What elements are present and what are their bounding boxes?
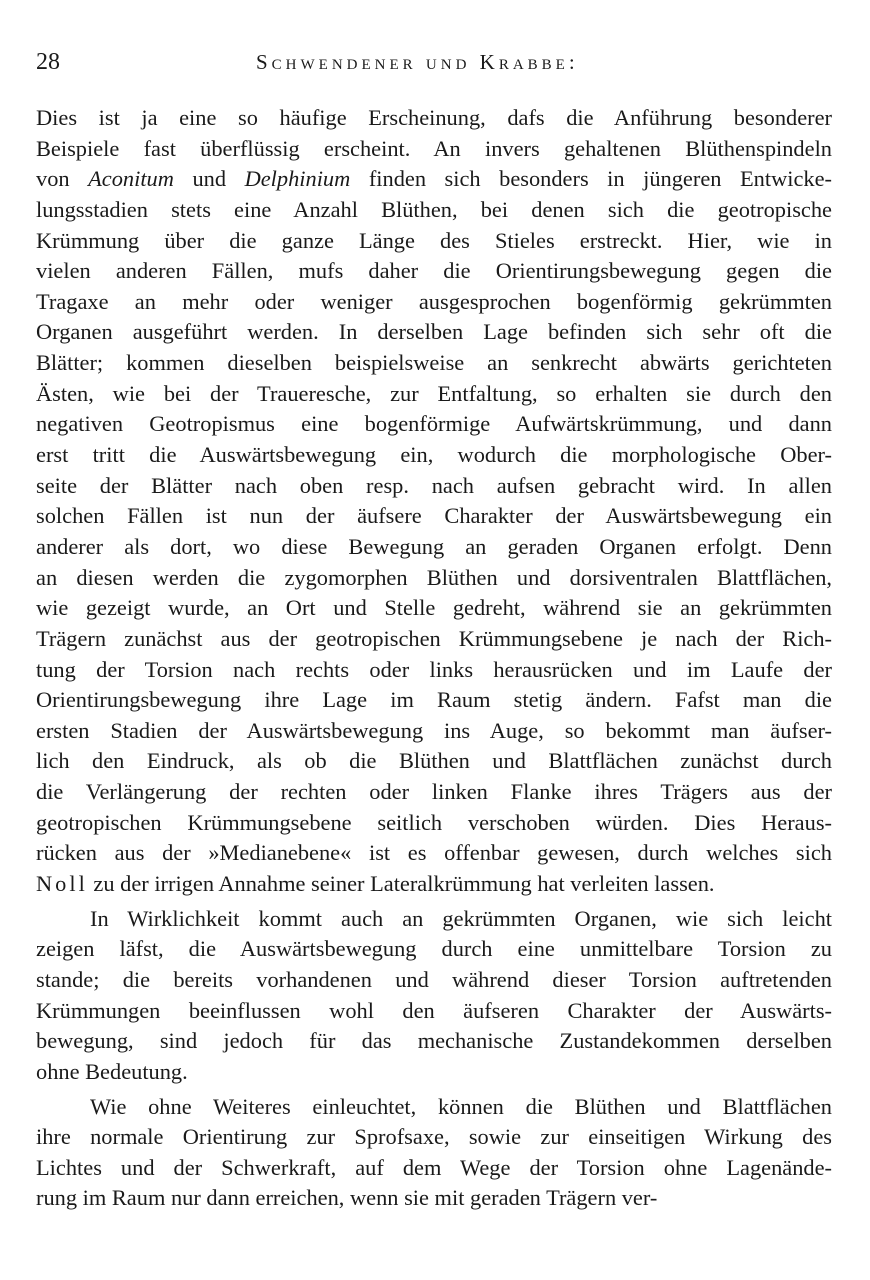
text-run: ersten Stadien der Auswärtsbewegung ins Auge, so bekommt man äufser- — [36, 717, 832, 743]
text-run: Dies ist ja eine so häufige Erscheinung, dafs die Anführung besonderer — [36, 105, 832, 130]
text-run: erst tritt die Auswärtsbewegung ein, wodurch die morphologische Ober- — [36, 442, 832, 468]
text-line — [36, 1026, 832, 1057]
text-run: Krümmung über die ganze Länge des Stieles erstreckt. Hier, wie in — [36, 227, 832, 253]
text-run: lungsstadien stets eine Anzahl Blüthen, bei denen sich die geotropische — [36, 196, 832, 222]
italic-text: Delphinium — [244, 166, 351, 192]
text-line — [36, 440, 832, 471]
text-line — [36, 838, 832, 869]
text-line — [36, 655, 832, 686]
text-run: seite der Blätter nach oben resp. nach aufsen gebracht wird. In allen — [36, 472, 832, 498]
page-number: 28 — [36, 49, 60, 75]
text-line — [36, 1092, 832, 1123]
text-run: lich den Eindruck, als ob die Blüthen und Blattflächen zunächst durch — [36, 748, 832, 774]
text-line — [36, 624, 832, 655]
text-line — [36, 226, 832, 257]
text-run: zeigen läfst, die Auswärtsbewegung durch eine unmittelbare Torsion zu — [36, 936, 832, 962]
paragraph — [36, 1092, 832, 1215]
text-run: stande; die bereits vorhandenen und während dieser Torsion auftretenden — [36, 966, 832, 992]
text-run: an diesen werden die zygomorphen Blüthen und dorsiventralen Blattflächen, — [36, 564, 832, 590]
text-line — [36, 195, 832, 226]
body-text — [36, 103, 832, 1214]
text-run: Wie ohne Weiteres einleuchtet, können die Blüthen und Blattflächen — [90, 1093, 832, 1119]
text-line — [36, 869, 832, 900]
text-run: Tragaxe an mehr oder weniger ausgesprochen bogenförmig gekrümmten — [36, 288, 832, 314]
text-line — [36, 1153, 832, 1184]
text-run: finden sich besonders in jüngeren Entwicke- — [350, 166, 832, 192]
text-run: Trägern zunächst aus der geotropischen Krümmungsebene je nach der Rich- — [36, 625, 832, 651]
text-line — [36, 593, 832, 624]
text-line — [36, 348, 832, 379]
text-line — [36, 996, 832, 1027]
text-run: zu der irrigen Annahme seiner Lateralkrümmung hat verleiten lassen. — [87, 871, 715, 897]
text-run: Blätter; kommen dieselben beispielsweise an senkrecht abwärts gerichteten — [36, 350, 832, 376]
text-line — [36, 532, 832, 563]
text-line — [36, 934, 832, 965]
text-run: Beispiele fast überflüssig erscheint. An invers gehaltenen Blüthenspindeln — [36, 135, 832, 161]
text-line — [36, 685, 832, 716]
text-run: Krümmungen beeinflussen wohl den äufseren Charakter der Auswärts- — [36, 997, 832, 1023]
text-run: vielen anderen Fällen, mufs daher die Orientirungsbewegung gegen die — [36, 258, 832, 284]
text-run: ihre normale Orientirung zur Sprofsaxe, sowie zur einseitigen Wirkung des — [36, 1124, 832, 1150]
text-line — [36, 409, 832, 440]
text-run: Lichtes und der Schwerkraft, auf dem Wege der Torsion ohne Lagenände- — [36, 1154, 832, 1180]
running-head: Schwendener und Krabbe: — [256, 50, 579, 74]
text-run: bewegung, sind jedoch für das mechanische Zustandekommen derselben — [36, 1028, 832, 1054]
text-line — [36, 563, 832, 594]
text-line — [36, 379, 832, 410]
text-run: rücken aus der »Medianebene« ist es offenbar gewesen, durch welches sich — [36, 840, 832, 866]
text-line — [36, 777, 832, 808]
text-run: Ästen, wie bei der Traueresche, zur Entfaltung, so erhalten sie durch den — [36, 380, 832, 406]
text-run: die Verlängerung der rechten oder linken Flanke ihres Trägers aus der — [36, 779, 832, 805]
text-run: tung der Torsion nach rechts oder links herausrücken und im Laufe der — [36, 656, 832, 682]
text-run: wie gezeigt wurde, an Ort und Stelle gedreht, während sie an gekrümmten — [36, 595, 832, 621]
text-line — [36, 471, 832, 502]
page-header — [36, 44, 832, 80]
text-run: Organen ausgeführt werden. In derselben Lage befinden sich sehr oft die — [36, 319, 832, 345]
text-line — [36, 746, 832, 777]
text-line — [36, 1057, 832, 1088]
text-line — [36, 317, 832, 348]
text-run: In Wirklichkeit kommt auch an gekrümmten Organen, wie sich leicht — [90, 905, 832, 931]
text-line — [36, 716, 832, 747]
paragraph — [36, 103, 832, 900]
paragraph — [36, 904, 832, 1088]
text-line — [36, 134, 832, 165]
text-run: rung im Raum nur dann erreichen, wenn sie mit geraden Trägern ver- — [36, 1185, 658, 1211]
text-run: Orientirungsbewegung ihre Lage im Raum stetig ändern. Fafst man die — [36, 687, 832, 713]
text-run: ohne Bedeutung. — [36, 1058, 188, 1084]
text-line — [36, 164, 832, 195]
text-line — [36, 1122, 832, 1153]
text-line — [36, 904, 832, 935]
text-line — [36, 103, 832, 134]
text-line — [36, 287, 832, 318]
text-run: negativen Geotropismus eine bogenförmige Aufwärtskrümmung, und dann — [36, 411, 832, 437]
text-run: und — [173, 166, 245, 192]
text-line — [36, 1183, 832, 1214]
text-line — [36, 808, 832, 839]
spaced-name: Noll — [36, 871, 88, 897]
text-run: anderer als dort, wo diese Bewegung an geraden Organen erfolgt. Denn — [36, 533, 832, 559]
text-run: solchen Fällen ist nun der äufsere Charakter der Auswärtsbewegung ein — [36, 503, 832, 529]
text-run: von — [36, 166, 89, 192]
text-line — [36, 501, 832, 532]
text-line — [36, 965, 832, 996]
text-run: geotropischen Krümmungsebene seitlich verschoben würden. Dies Heraus- — [36, 809, 832, 835]
text-line — [36, 256, 832, 287]
italic-text: Aconitum — [88, 166, 174, 192]
